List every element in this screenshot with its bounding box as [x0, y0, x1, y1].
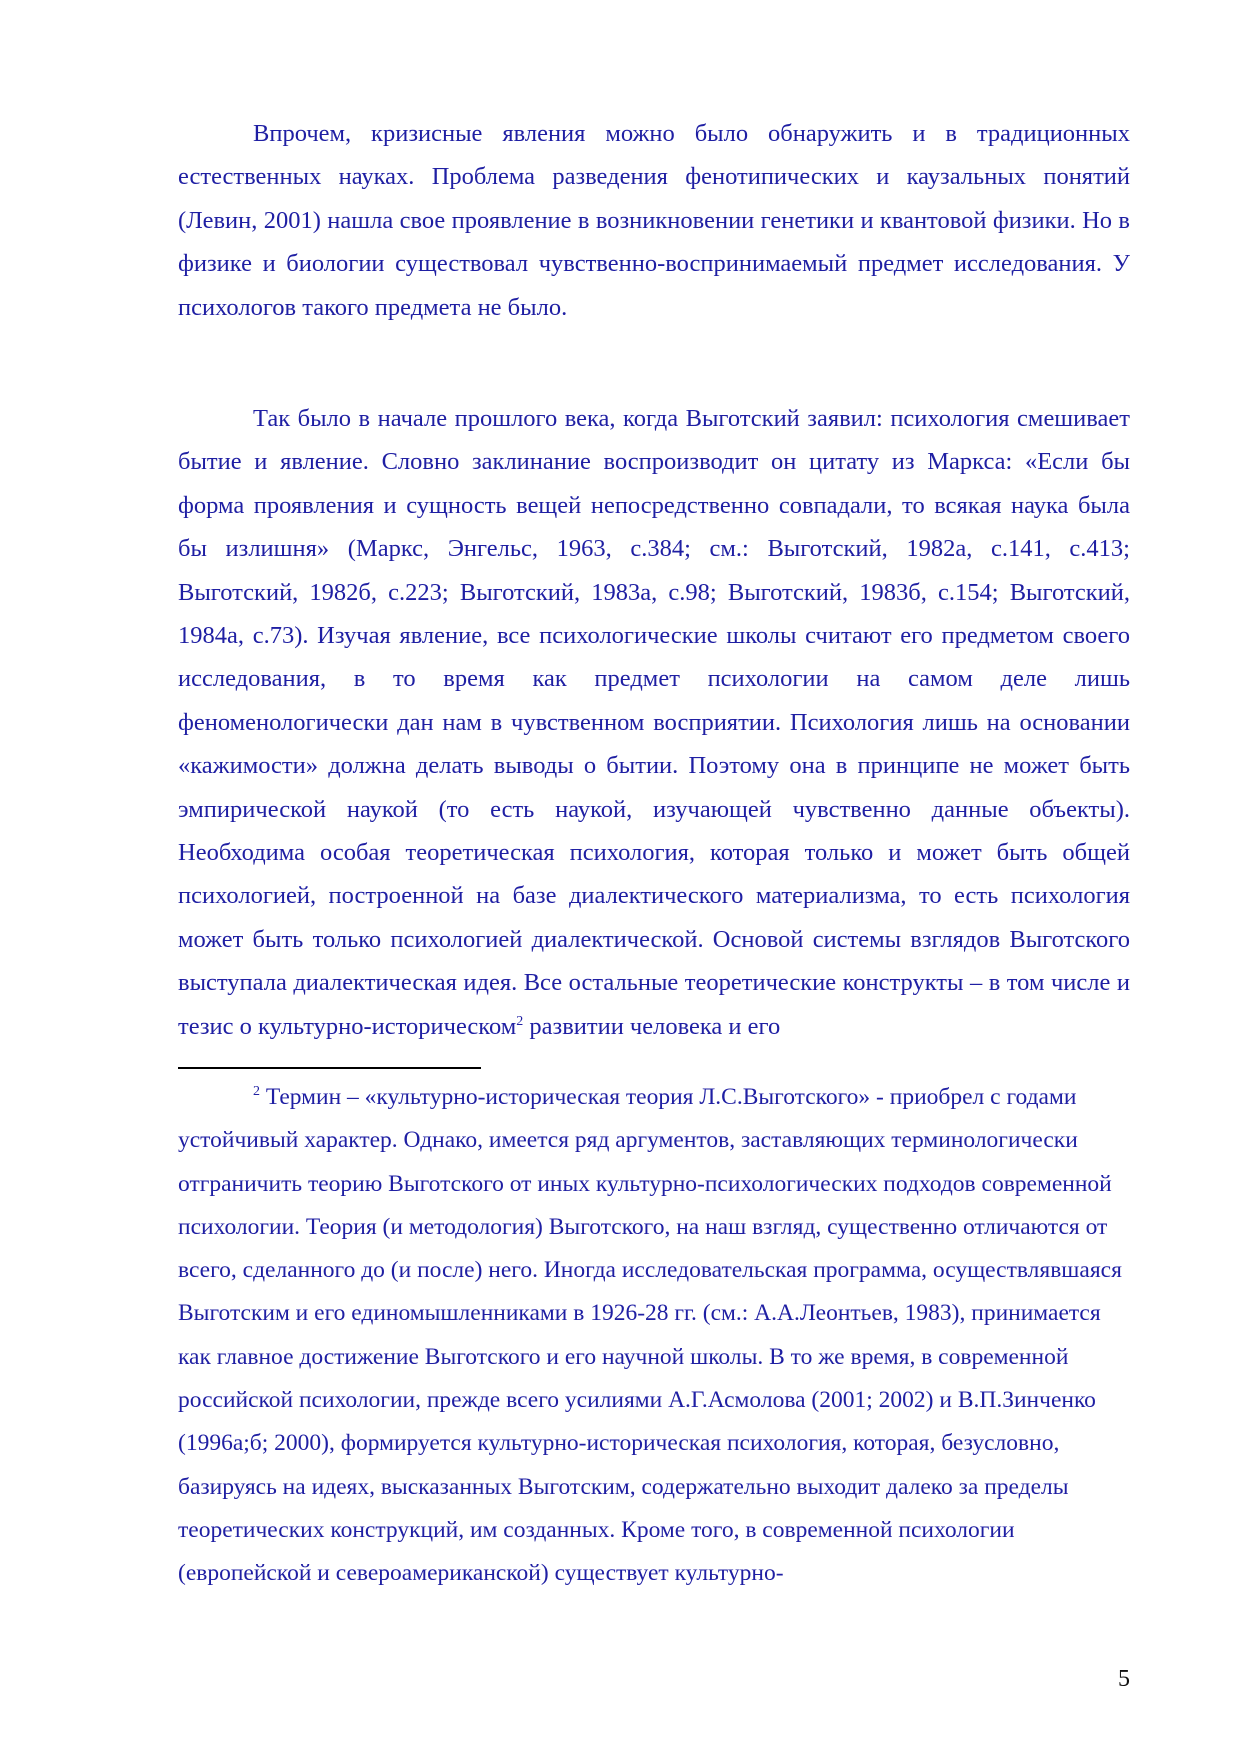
footnote-reference-mark[interactable]: 2: [516, 1013, 524, 1029]
footnote: [178, 1076, 1130, 1596]
paragraph-2: [178, 397, 1130, 1048]
footnote-text: Термин – «культурно-историческая теория Л.С.Выготского» - приобрел с годами устойчивый характер. Однако, имеется ряд аргументов, заставляющих терминологически отграничить теорию Выготского от иных культурно-психологических подходов современной психологии. Теория (и методология) Выготского, на наш взгляд, существенно отличаются от всего, сделанного до (и после) него. Иногда исследовательская программа, осуществлявшаяся Выготским и его единомышленниками в 1926-28 гг. (см.: А.А.Леонтьев, 1983), принимается как главное достижение Выготского и его научной школы. В то же время, в современной российской психологии, прежде всего усилиями А.Г.Асмолова (2001; 2002) и В.П.Зинченко (1996а;б; 2000), формируется культурно-историческая психология, которая, безусловно, базируясь на идеях, высказанных Выготским, содержательно выходит далеко за пределы теоретических конструкций, им созданных. Кроме того, в современной психологии (европейской и североамериканской) существует культурно-: [178, 1084, 1122, 1587]
paragraph-1: [178, 112, 1130, 329]
paragraph-1-text: Впрочем, кризисные явления можно было обнаружить и в традиционных естественных науках. Проблема разведения фенотипических и каузальных понятий (Левин, 2001) нашла свое проявление в возникновении генетики и квантовой физики. Но в физике и биологии существовал чувственно-воспринимаемый предмет исследования. У психологов такого предмета не было.: [178, 120, 1130, 321]
footnote-mark: 2: [253, 1084, 260, 1100]
paragraph-2-text-end: развитии человека и его: [523, 1012, 781, 1040]
footnote-separator: [178, 1067, 481, 1069]
page-number: 5: [1118, 1666, 1130, 1692]
paragraph-2-text-start: Так было в начале прошлого века, когда Выготский заявил: психология смешивает бытие и явление. Словно заклинание воспроизводит он цитату из Маркса: «Если бы форма проявления и сущность вещей непосредственно совпадали, то всякая наука была бы излишня» (Маркс, Энгельс, 1963, с.384; см.: Выготский, 1982а, с.141, с.413; Выготский, 1982б, с.223; Выготский, 1983а, с.98; Выготский, 1983б, с.154; Выготский, 1984а, с.73). Изучая явление, все психологические школы считают его предметом своего исследования, в то время как предмет психологии на самом деле лишь феноменологически дан нам в чувственном восприятии. Психология лишь на основании «кажимости» должна делать выводы о бытии. Поэтому она в принципе не может быть эмпирической наукой (то есть наукой, изучающей чувственно данные объекты). Необходима особая теоретическая психология, которая только и может быть общей психологией, построенной на базе диалектического материализма, то есть психология может быть только психологией диалектической. Основой системы взглядов Выготского выступала диалектическая идея. Все остальные теоретические конструкты – в том числе и тезис о культурно-историческом: [178, 405, 1130, 1040]
